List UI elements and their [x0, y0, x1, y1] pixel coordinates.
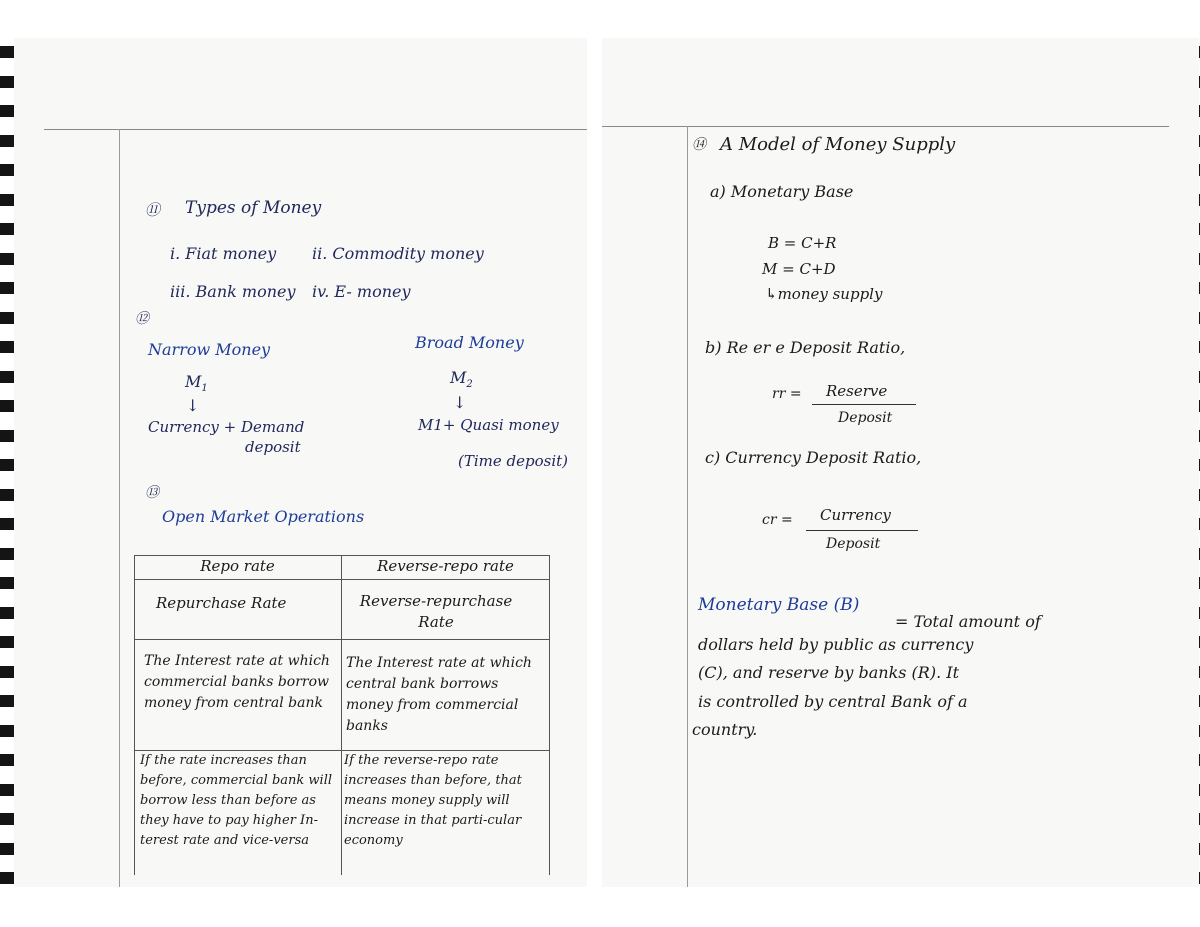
monetary-base-label: a) Monetary Base — [710, 182, 854, 201]
omo-heading: Open Market Operations — [162, 507, 365, 526]
equation-b: B = C+R — [768, 234, 837, 252]
table-cell-repo-effect: If the rate increases than before, commercial bank will borrow less than before as they have to pay higher In-terest rate and vice-versa — [140, 753, 333, 848]
repo-comparison-table — [134, 555, 550, 875]
types-item-3: iii. Bank money — [170, 282, 296, 301]
broad-money-symbol: $M_2$ — [450, 368, 473, 391]
narrow-broad-marker: ⑫ — [135, 311, 149, 327]
table-cell-repo-full-name: Repurchase Rate — [156, 594, 287, 612]
money-supply-note: ↳money supply — [765, 285, 883, 303]
table-cell-reverse-full-name: Reverse-repurchase Rate — [359, 592, 513, 631]
cr-denominator: Deposit — [826, 536, 881, 552]
cr-numerator: Currency — [820, 506, 891, 524]
rr-denominator: Deposit — [838, 410, 893, 426]
definition-line-3: (C), and reserve by banks (R). It — [698, 663, 960, 682]
types-heading: Types of Money — [185, 198, 322, 218]
broad-money-title: Broad Money — [415, 333, 524, 352]
table-cell-reverse-definition: The Interest rate at which central bank borrows money from commercial banks — [346, 655, 532, 734]
margin-line-right — [687, 126, 688, 887]
definition-line-1: = Total amount of — [895, 612, 1041, 631]
narrow-money-symbol: $M_1$ — [185, 372, 208, 395]
narrow-money-formula-line2: deposit — [245, 438, 301, 456]
equation-m: M = C+D — [762, 260, 836, 278]
rr-fraction-bar — [812, 404, 916, 405]
table-cell-repo-definition: The Interest rate at which commercial banks borrow money from central bank — [144, 653, 330, 711]
narrow-money-title: Narrow Money — [148, 340, 271, 359]
definition-line-2: dollars held by public as currency — [698, 635, 974, 654]
model-marker: ⑭ — [692, 137, 706, 153]
reserve-ratio-label: b) Re er e Deposit Ratio, — [705, 338, 906, 357]
header-rule — [44, 129, 587, 130]
cr-symbol: cr = — [762, 512, 793, 528]
currency-ratio-label: c) Currency Deposit Ratio, — [705, 448, 922, 467]
types-item-1: i. Fiat money — [170, 244, 277, 263]
table-header-reverse-repo: Reverse-repo rate — [377, 557, 514, 575]
types-item-2: ii. Commodity money — [312, 244, 484, 263]
definition-lead: Monetary Base (B) — [698, 595, 860, 615]
broad-arrow: ↓ — [453, 393, 467, 412]
narrow-arrow: ↓ — [186, 396, 200, 415]
definition-line-4: is controlled by central Bank of a — [698, 692, 968, 711]
types-item-4: iv. E- money — [312, 282, 411, 301]
narrow-money-formula: Currency + Demand — [148, 418, 305, 436]
model-heading: A Model of Money Supply — [720, 134, 956, 155]
table-cell-reverse-effect: If the reverse-repo rate increases than before, that means money supply will increase in that parti-cular economy — [344, 753, 522, 848]
table-header-repo: Repo rate — [200, 557, 275, 575]
definition-line-5: country. — [692, 720, 758, 739]
margin-line — [119, 129, 120, 887]
rr-numerator: Reserve — [826, 382, 888, 400]
rr-symbol: rr = — [772, 386, 802, 402]
types-marker: ⑪ — [145, 201, 161, 219]
broad-money-formula: M1+ Quasi money — [418, 416, 559, 434]
cr-fraction-bar — [806, 530, 918, 531]
omo-marker: ⑬ — [145, 485, 159, 501]
broad-money-note: (Time deposit) — [458, 452, 569, 470]
